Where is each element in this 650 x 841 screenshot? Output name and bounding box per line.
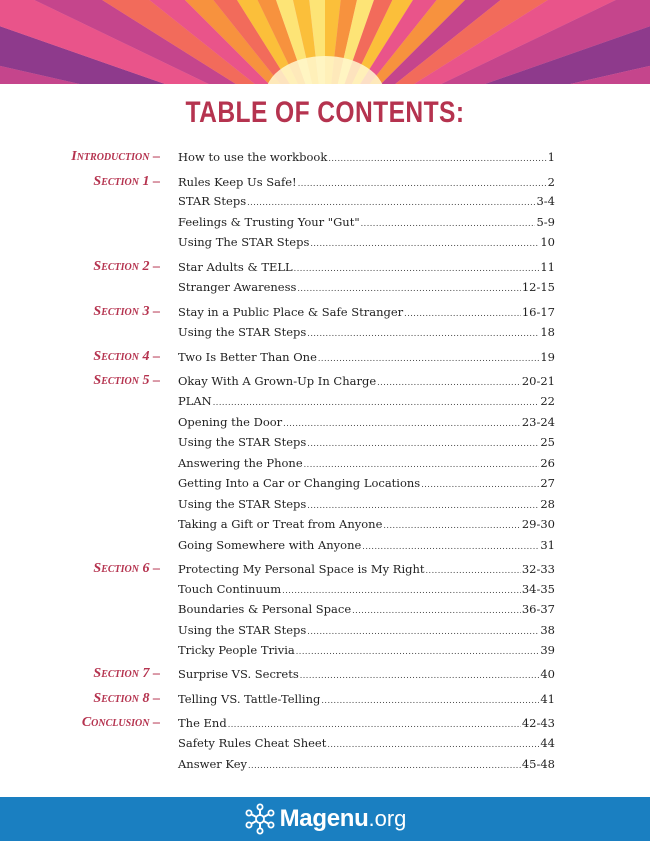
- toc-section-label: Section 3 –: [93, 304, 160, 319]
- toc-section-label: Section 8 –: [93, 691, 160, 706]
- footer-bar: [0, 797, 650, 841]
- toc-page-number: 27: [540, 476, 555, 490]
- toc-row[interactable]: [0, 664, 650, 684]
- toc-page-number: 39: [540, 643, 555, 657]
- toc-entry-title: Safety Rules Cheat Sheet: [178, 736, 327, 750]
- dot-leader: [318, 347, 539, 369]
- dot-leader: [247, 191, 535, 213]
- toc-page-number: 1: [547, 150, 555, 164]
- toc-entry: [178, 453, 555, 475]
- dot-leader: [383, 514, 520, 536]
- dot-leader: [307, 432, 539, 454]
- toc-row[interactable]: [0, 391, 650, 411]
- dot-leader: [361, 212, 536, 234]
- toc-page-number: 19: [540, 350, 555, 364]
- toc-page-number: 23-24: [521, 415, 555, 429]
- toc-entry-title: Star Adults & TELL: [178, 260, 293, 274]
- toc-entry-title: Going Somewhere with Anyone: [178, 538, 362, 552]
- toc-page-number: 20-21: [521, 374, 555, 388]
- toc-entry-title: Answering the Phone: [178, 456, 303, 470]
- toc-page-number: 28: [540, 497, 555, 511]
- toc-page-number: 5-9: [536, 215, 555, 229]
- toc-entry: [178, 371, 555, 393]
- toc-page-number: 10: [540, 235, 555, 249]
- toc-entry: [178, 535, 555, 557]
- toc-section-label: Introduction –: [71, 149, 160, 164]
- toc-row[interactable]: [0, 277, 650, 297]
- toc-entry: [178, 713, 555, 735]
- toc-row[interactable]: [0, 535, 650, 555]
- dot-leader: [294, 257, 540, 279]
- toc-entry: [178, 494, 555, 516]
- brand-tld: .org: [368, 806, 407, 831]
- toc-entry: [178, 640, 555, 662]
- page-title: TABLE OF CONTENTS:: [185, 96, 465, 129]
- toc-entry-title: Boundaries & Personal Space: [178, 602, 352, 616]
- toc-entry-title: Stay in a Public Place & Safe Stranger: [178, 305, 404, 319]
- toc-entry: [178, 432, 555, 454]
- toc-page-number: 42-43: [521, 716, 555, 730]
- toc-page-number: 34-35: [521, 582, 555, 596]
- toc-row[interactable]: [0, 559, 650, 579]
- toc-entry-title: Opening the Door: [178, 415, 283, 429]
- toc-entry-title: Okay With A Grown-Up In Charge: [178, 374, 377, 388]
- toc-entry: [178, 232, 555, 254]
- toc-row[interactable]: [0, 579, 650, 599]
- toc-row[interactable]: [0, 412, 650, 432]
- toc-row[interactable]: [0, 713, 650, 733]
- toc-section-label: Section 7 –: [93, 666, 160, 681]
- toc-entry: [178, 689, 555, 711]
- toc-entry-title: Using The STAR Steps: [178, 235, 310, 249]
- toc-row[interactable]: [0, 640, 650, 660]
- toc-page-number: 41: [540, 692, 555, 706]
- toc-entry-title: PLAN: [178, 394, 212, 408]
- toc-entry-title: Protecting My Personal Space is My Right: [178, 562, 425, 576]
- toc-section-label: Section 4 –: [93, 349, 160, 364]
- toc-page-number: 11: [540, 260, 555, 274]
- toc-entry: [178, 391, 555, 413]
- toc-entry: [178, 257, 555, 279]
- dot-leader: [362, 535, 539, 557]
- toc-entry: [178, 322, 555, 344]
- toc-row[interactable]: [0, 147, 650, 167]
- toc-entry-title: The End: [178, 716, 227, 730]
- toc-page-number: 31: [540, 538, 555, 552]
- dot-leader: [304, 453, 540, 475]
- toc-entry-title: Feelings & Trusting Your "Gut": [178, 215, 360, 229]
- dot-leader: [307, 322, 539, 344]
- toc-entry: [178, 559, 555, 581]
- toc-entry: [178, 473, 555, 495]
- dot-leader: [328, 147, 546, 169]
- toc-page-number: 32-33: [521, 562, 555, 576]
- toc-page-number: 12-15: [521, 280, 555, 294]
- dot-leader: [228, 713, 521, 735]
- toc-entry-title: STAR Steps: [178, 194, 247, 208]
- toc-page-number: 2: [547, 175, 555, 189]
- toc-section-label: Section 5 –: [93, 373, 160, 388]
- toc-entry-title: Two Is Better Than One: [178, 350, 317, 364]
- toc-entry-title: Tricky People Trivia: [178, 643, 295, 657]
- toc-entry: [178, 733, 555, 755]
- toc-entry-title: Using the STAR Steps: [178, 497, 307, 511]
- toc-entry: [178, 599, 555, 621]
- toc-section-label: Conclusion –: [81, 715, 160, 730]
- toc-row[interactable]: [0, 371, 650, 391]
- toc-entry-title: Using the STAR Steps: [178, 325, 307, 339]
- toc-page-number: 36-37: [521, 602, 555, 616]
- dot-leader: [421, 473, 539, 495]
- toc-entry-title: Touch Continuum: [178, 582, 282, 596]
- toc-row[interactable]: [0, 212, 650, 232]
- brand-logo[interactable]: [0, 797, 650, 841]
- toc-row[interactable]: [0, 453, 650, 473]
- dot-leader: [426, 559, 521, 581]
- dot-leader: [307, 620, 539, 642]
- toc-entry-title: Stranger Awareness: [178, 280, 297, 294]
- toc-entry: [178, 412, 555, 434]
- toc-entry: [178, 347, 555, 369]
- toc-entry-title: Surprise VS. Secrets: [178, 667, 299, 681]
- dot-leader: [321, 689, 539, 711]
- toc-page-number: 44: [540, 736, 555, 750]
- toc-entry-title: Answer Key: [178, 757, 247, 771]
- toc-page-number: 25: [540, 435, 555, 449]
- dot-leader: [300, 664, 540, 686]
- toc-entry-title: Using the STAR Steps: [178, 623, 307, 637]
- toc-row[interactable]: [0, 257, 650, 277]
- toc-row[interactable]: [0, 432, 650, 452]
- dot-leader: [310, 232, 539, 254]
- toc-page-number: 40: [540, 667, 555, 681]
- toc-row[interactable]: [0, 599, 650, 619]
- toc-page-number: 45-48: [521, 757, 555, 771]
- toc-entry: [178, 664, 555, 686]
- toc-row[interactable]: [0, 473, 650, 493]
- toc-entry: [178, 579, 555, 601]
- toc-entry: [178, 302, 555, 324]
- toc-page-number: 29-30: [521, 517, 555, 531]
- network-nodes-icon: [244, 803, 276, 835]
- toc-page-number: 3-4: [536, 194, 555, 208]
- dot-leader: [213, 391, 540, 413]
- toc-row[interactable]: [0, 620, 650, 640]
- toc-row[interactable]: [0, 514, 650, 534]
- toc-page-number: 16-17: [521, 305, 555, 319]
- dot-leader: [404, 302, 521, 324]
- toc-section-label: Section 6 –: [93, 561, 160, 576]
- toc-entry: [178, 191, 555, 213]
- dot-leader: [297, 277, 520, 299]
- toc-row[interactable]: [0, 302, 650, 322]
- toc-entry: [178, 754, 555, 776]
- toc-entry-title: Rules Keep Us Safe!: [178, 175, 297, 189]
- toc-row[interactable]: [0, 232, 650, 252]
- toc-entry-title: Using the STAR Steps: [178, 435, 307, 449]
- toc-entry: [178, 212, 555, 234]
- dot-leader: [377, 371, 521, 393]
- toc-section-label: Section 2 –: [93, 259, 160, 274]
- dot-leader: [327, 733, 539, 755]
- toc-entry: [178, 620, 555, 642]
- dot-leader: [248, 754, 521, 776]
- toc-row[interactable]: [0, 172, 650, 192]
- brand-name: Magenu: [279, 805, 369, 832]
- dot-leader: [307, 494, 539, 516]
- toc-page-number: 18: [540, 325, 555, 339]
- toc-page-number: 26: [540, 456, 555, 470]
- toc-row[interactable]: [0, 689, 650, 709]
- toc-row[interactable]: [0, 322, 650, 342]
- toc-page-number: 22: [540, 394, 555, 408]
- toc-entry-title: Getting Into a Car or Changing Locations: [178, 476, 421, 490]
- toc-entry-title: How to use the workbook: [178, 150, 328, 164]
- toc-row[interactable]: [0, 347, 650, 367]
- toc-entry: [178, 277, 555, 299]
- toc-row[interactable]: [0, 754, 650, 774]
- toc-entry-title: Telling VS. Tattle-Telling: [178, 692, 321, 706]
- toc-entry: [178, 147, 555, 169]
- toc-page-number: 38: [540, 623, 555, 637]
- toc-row[interactable]: [0, 733, 650, 753]
- dot-leader: [296, 640, 540, 662]
- toc-entry: [178, 514, 555, 536]
- dot-leader: [282, 579, 521, 601]
- toc-row[interactable]: [0, 191, 650, 211]
- dot-leader: [352, 599, 521, 621]
- dot-leader: [283, 412, 521, 434]
- toc-entry-title: Taking a Gift or Treat from Anyone: [178, 517, 383, 531]
- toc-section-label: Section 1 –: [93, 174, 160, 189]
- toc-row[interactable]: [0, 494, 650, 514]
